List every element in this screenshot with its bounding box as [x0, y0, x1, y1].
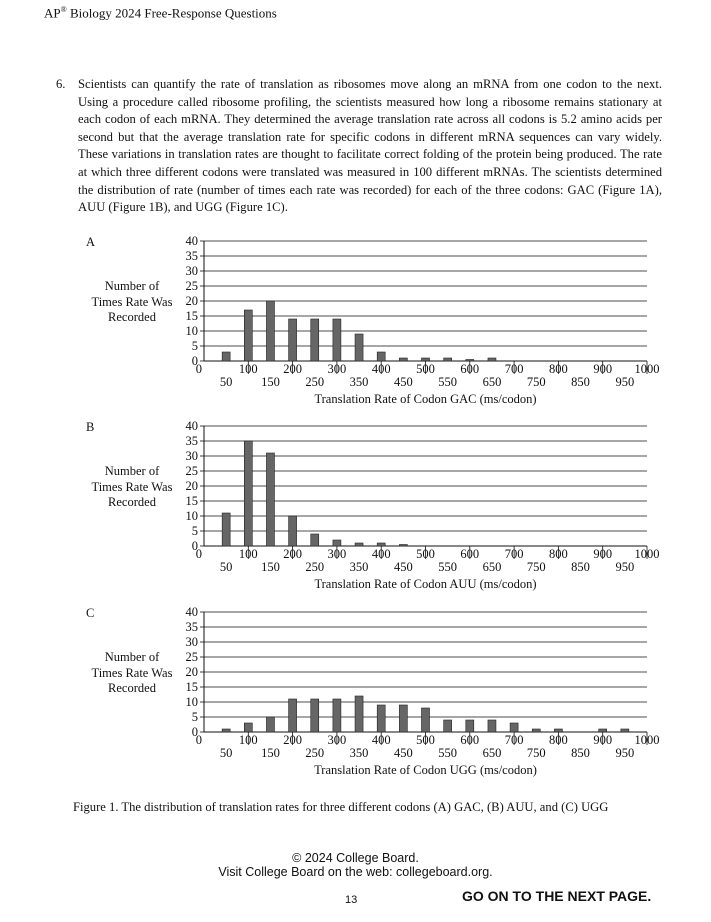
y-tick-label: 20 [185, 665, 198, 679]
y-tick-label: 40 [185, 234, 198, 248]
x-tick-label: 300 [327, 362, 347, 376]
y-axis-label-line-1: Number of [104, 650, 160, 664]
bar-650 [488, 720, 496, 732]
footer-copyright: © 2024 College Board. [292, 851, 419, 865]
x-tick-label: 150 [261, 560, 280, 574]
bar-350 [355, 334, 363, 361]
x-tick-label: 750 [526, 560, 546, 574]
y-axis-label-line-3: Recorded [108, 310, 156, 324]
y-tick-label: 35 [185, 620, 198, 634]
y-tick-label: 35 [185, 434, 198, 448]
y-tick-label: 0 [191, 539, 198, 553]
panel-letter: B [86, 420, 95, 434]
y-tick-label: 15 [185, 494, 198, 508]
bar-450 [399, 545, 407, 547]
page-number: 13 [345, 894, 358, 906]
bar-600 [466, 360, 474, 362]
figure-1c [0, 606, 711, 781]
x-tick-label: 700 [504, 547, 524, 561]
x-tick-label: 500 [416, 547, 435, 561]
x-tick-label: 700 [504, 733, 524, 747]
y-tick-label: 20 [185, 479, 198, 493]
y-axis-label-line-3: Recorded [108, 681, 156, 695]
panel-letter: C [86, 606, 95, 620]
bar-300 [333, 319, 341, 361]
x-tick-label: 550 [438, 746, 458, 760]
bar-100 [244, 723, 252, 732]
y-tick-label: 40 [185, 419, 198, 433]
x-tick-label: 450 [393, 560, 413, 574]
bar-650 [488, 358, 496, 361]
bar-550 [444, 720, 452, 732]
x-tick-label: 900 [593, 362, 613, 376]
y-tick-label: 30 [185, 449, 198, 463]
bar-150 [266, 453, 274, 546]
y-tick-label: 5 [191, 524, 198, 538]
panel-letter: A [86, 235, 96, 249]
bar-350 [355, 543, 363, 546]
x-tick-label: 1000 [634, 547, 660, 561]
x-tick-label: 1000 [634, 733, 660, 747]
header-title-prefix: AP [44, 5, 61, 21]
bar-400 [377, 352, 385, 361]
x-tick-label: 350 [349, 746, 369, 760]
y-tick-label: 15 [185, 309, 198, 323]
x-tick-label: 800 [549, 362, 568, 376]
y-tick-label: 25 [185, 650, 198, 664]
x-tick-label: 850 [571, 375, 590, 389]
y-tick-label: 25 [185, 279, 198, 293]
bar-250 [311, 319, 319, 361]
bar-250 [311, 699, 319, 732]
bar-750 [532, 729, 540, 732]
x-tick-label: 0 [195, 362, 202, 376]
y-axis-label-line-3: Recorded [108, 495, 156, 509]
figure-caption: Figure 1. The distribution of translation rates for three different codons (A) GAC, (B) AUU, and (C) UGG [73, 800, 609, 814]
x-tick-label: 900 [593, 547, 613, 561]
bar-550 [444, 358, 452, 361]
histogram-auu [0, 420, 711, 595]
bar-200 [289, 516, 297, 546]
header-title-rest: Biology 2024 Free-Response Questions [66, 5, 277, 21]
y-axis-label-line-1: Number of [104, 279, 160, 293]
y-axis-label-line-2: Times Rate Was [91, 665, 173, 680]
bar-300 [333, 699, 341, 732]
page-header [44, 5, 277, 21]
y-tick-label: 10 [185, 324, 198, 338]
go-on-next-page: GO ON TO THE NEXT PAGE. [462, 888, 652, 904]
x-tick-label: 300 [327, 733, 347, 747]
x-tick-label: 1000 [634, 362, 660, 376]
x-axis-label: Translation Rate of Codon UGG (ms/codon) [314, 763, 537, 777]
x-tick-label: 250 [305, 560, 325, 574]
y-axis-label-line-1: Number of [104, 464, 160, 478]
x-tick-label: 100 [238, 362, 258, 376]
figure-1a [0, 235, 711, 410]
x-tick-label: 950 [615, 746, 635, 760]
x-tick-label: 150 [261, 375, 280, 389]
histogram-gac [0, 235, 711, 410]
x-tick-label: 50 [219, 560, 233, 574]
bar-400 [377, 543, 385, 546]
x-tick-label: 450 [393, 375, 413, 389]
x-axis-label: Translation Rate of Codon GAC (ms/codon) [314, 392, 537, 406]
bar-300 [333, 540, 341, 546]
bar-800 [554, 729, 562, 732]
x-tick-label: 600 [460, 733, 480, 747]
x-tick-label: 200 [283, 362, 302, 376]
y-axis-label-line-2: Times Rate Was [91, 479, 173, 494]
x-tick-label: 800 [549, 547, 568, 561]
bar-950 [621, 729, 629, 732]
bar-50 [222, 729, 230, 732]
bar-400 [377, 705, 385, 732]
y-tick-label: 15 [185, 680, 198, 694]
x-tick-label: 350 [349, 560, 369, 574]
x-tick-label: 900 [593, 733, 613, 747]
x-tick-label: 700 [504, 362, 524, 376]
x-tick-label: 450 [393, 746, 413, 760]
x-tick-label: 850 [571, 560, 590, 574]
x-tick-label: 200 [283, 733, 302, 747]
y-tick-label: 0 [191, 354, 198, 368]
bar-350 [355, 696, 363, 732]
x-tick-label: 100 [238, 547, 258, 561]
bar-500 [422, 708, 430, 732]
x-tick-label: 0 [195, 733, 202, 747]
x-tick-label: 400 [371, 733, 391, 747]
x-tick-label: 50 [219, 746, 233, 760]
histogram-ugg [0, 606, 711, 781]
bar-50 [222, 352, 230, 361]
x-tick-label: 850 [571, 746, 590, 760]
y-tick-label: 35 [185, 249, 198, 263]
bar-100 [244, 310, 252, 361]
x-tick-label: 550 [438, 560, 458, 574]
x-tick-label: 750 [526, 375, 546, 389]
x-tick-label: 350 [349, 375, 369, 389]
y-tick-label: 5 [191, 710, 198, 724]
x-tick-label: 0 [195, 547, 202, 561]
bar-700 [510, 723, 518, 732]
y-tick-label: 5 [191, 339, 198, 353]
x-axis-label: Translation Rate of Codon AUU (ms/codon) [314, 577, 537, 591]
x-tick-label: 100 [238, 733, 258, 747]
y-tick-label: 20 [185, 294, 198, 308]
bar-900 [599, 729, 607, 732]
figure-1b [0, 420, 711, 595]
bar-150 [266, 717, 274, 732]
x-tick-label: 650 [482, 375, 502, 389]
x-tick-label: 400 [371, 362, 391, 376]
x-tick-label: 650 [482, 560, 502, 574]
bar-200 [289, 319, 297, 361]
bar-50 [222, 513, 230, 546]
y-tick-label: 30 [185, 635, 198, 649]
question-text: Scientists can quantify the rate of translation as ribosomes move along an mRNA from one codon to the next. Using a procedure called ribosome profiling, the scientists measured how long a ribosome remains stationary at each codon of each mRNA. They determined the average translation rate across all codons is 5.2 amino acids per second but that the average translation rate for specific codons in different mRNA sequences can vary widely. These variations in translation rates are thought to facilitate correct folding of the protein being produced. The rate at which three different codons were translated was measured in 100 different mRNAs. The scientists determined the distribution of rate (number of times each rate was recorded) for each of the three codons: GAC (Figure 1A), AUU (Figure 1B), and UGG (Figure 1C). [78, 77, 662, 215]
y-tick-label: 40 [185, 605, 198, 619]
x-tick-label: 600 [460, 362, 480, 376]
x-tick-label: 500 [416, 733, 435, 747]
bar-450 [399, 705, 407, 732]
bar-450 [399, 358, 407, 361]
x-tick-label: 400 [371, 547, 391, 561]
x-tick-label: 250 [305, 746, 325, 760]
bar-500 [422, 358, 430, 361]
bar-250 [311, 534, 319, 546]
x-tick-label: 800 [549, 733, 568, 747]
bar-600 [466, 720, 474, 732]
x-tick-label: 200 [283, 547, 302, 561]
y-tick-label: 10 [185, 695, 198, 709]
registered-mark: ® [60, 5, 67, 14]
x-tick-label: 50 [219, 375, 233, 389]
x-tick-label: 500 [416, 362, 435, 376]
y-tick-label: 0 [191, 725, 198, 739]
y-tick-label: 10 [185, 509, 198, 523]
bar-100 [244, 441, 252, 546]
bar-200 [289, 699, 297, 732]
y-tick-label: 25 [185, 464, 198, 478]
bar-150 [266, 301, 274, 361]
x-tick-label: 950 [615, 560, 635, 574]
x-tick-label: 150 [261, 746, 280, 760]
y-tick-label: 30 [185, 264, 198, 278]
footer-visit-link[interactable]: Visit College Board on the web: collegeboard.org. [218, 865, 493, 879]
x-tick-label: 300 [327, 547, 347, 561]
x-tick-label: 550 [438, 375, 458, 389]
x-tick-label: 650 [482, 746, 502, 760]
question-6 [56, 76, 662, 217]
x-tick-label: 950 [615, 375, 635, 389]
y-axis-label-line-2: Times Rate Was [91, 294, 173, 309]
x-tick-label: 600 [460, 547, 480, 561]
x-tick-label: 750 [526, 746, 546, 760]
question-number: 6. [56, 77, 66, 91]
x-tick-label: 250 [305, 375, 325, 389]
